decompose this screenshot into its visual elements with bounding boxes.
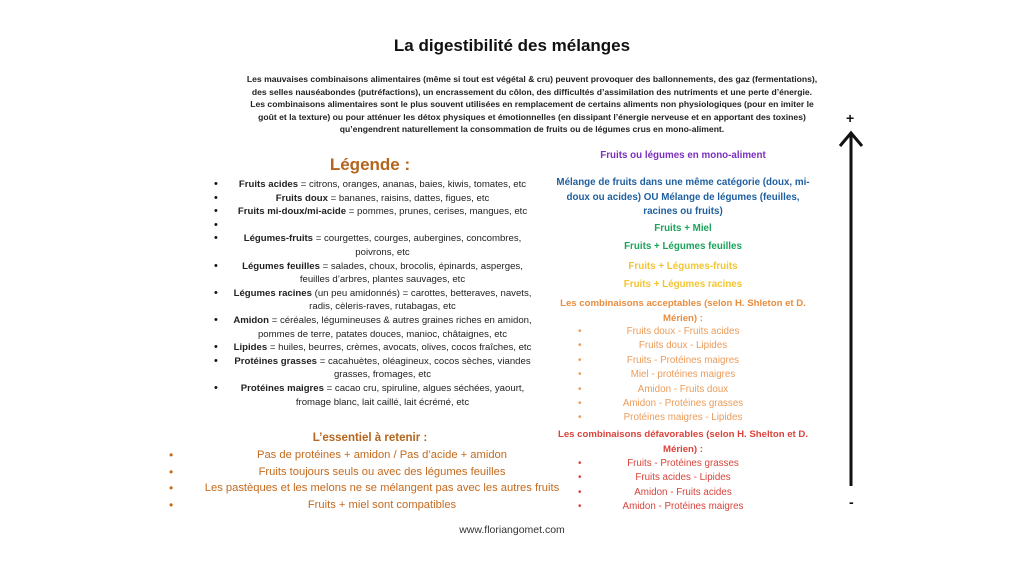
unfavorable-title: Les combinaisons défavorables (selon H. Shelton et D. Mérien) :	[557, 429, 809, 455]
acceptable-item: • Amidon - Fruits doux	[548, 383, 818, 397]
up-arrow-icon	[836, 128, 866, 488]
unfavorable-list	[548, 457, 818, 515]
legend-title: Légende :	[329, 155, 411, 174]
legend-item	[200, 192, 545, 206]
acceptable-item: • Miel - protéines maigres	[548, 368, 818, 382]
legend-item	[200, 382, 545, 409]
legend-desc: = courgettes, courges, aubergines, concombres, poivrons, etc	[313, 233, 522, 258]
legend-item-empty	[200, 219, 545, 233]
legend-desc: (un peu amidonnés) = carottes, betteraves, navets, radis, cèleris-raves, rutabagas, etc	[309, 287, 532, 313]
unfavorable-item: • Amidon - Protéines maigres	[548, 500, 818, 514]
legend-item	[200, 355, 545, 382]
legend-term: Légumes racines	[233, 287, 312, 299]
legend-desc: = pommes, prunes, cerises, mangues, etc	[346, 206, 528, 218]
legend-item	[200, 178, 545, 192]
legend-term: Protéines grasses	[234, 355, 318, 367]
legend-term: Lipides	[233, 342, 268, 354]
intro-paragraph: Les mauvaises combinaisons alimentaires (même si tout est végétal & cru) peuvent provoquer des ballonnements, des gaz (fermentations), des selles nauséabondes (putréfactions), un encrassement du côlon, des difficultés d’assimilation des nutriments et une perte d’énergie. Les combinaisons alimentaires sont le plus souvent utilisées en remplacement de certains aliments non physiologiques (pour en imiter le goût et la texture) ou pour atténuer les détox physiques et émotionnelles (en dissipant l’énergie nerveuse et en apportant des toxines) qu’engendrent naturellement la consommation de fruits ou de légumes crus en mono-aliment.	[246, 74, 818, 135]
footer-url: www.floriangomet.com	[459, 524, 565, 536]
unfavorable-item: • Amidon - Fruits acides	[548, 486, 818, 500]
legend-item	[200, 205, 545, 219]
legend-item	[200, 314, 545, 341]
legend-term: Légumes feuilles	[242, 260, 320, 272]
acceptable-item: • Fruits - Protéines maigres	[548, 354, 818, 368]
legend-term: Protéines maigres	[240, 382, 324, 394]
legend-item	[200, 232, 545, 259]
legend-term: Amidon	[233, 314, 270, 326]
acceptable-item: • Protéines maigres - Lipides	[548, 411, 818, 425]
essential-list	[165, 447, 585, 513]
scale-fruits-legumes-fruits: Fruits + Légumes-fruits	[628, 261, 738, 272]
legend-desc: = huiles, beurres, crèmes, avocats, olives, cocos fraîches, etc	[267, 342, 532, 354]
legend-term: Légumes-fruits	[243, 233, 314, 245]
legend-term: Fruits mi-doux/mi-acide	[237, 206, 347, 218]
acceptable-item: • Fruits doux - Lipides	[548, 339, 818, 353]
unfavorable-item: • Fruits - Protéines grasses	[548, 457, 818, 471]
legend-list	[200, 178, 545, 409]
legend-desc: = bananes, raisins, dattes, figues, etc	[327, 192, 490, 204]
essential-item: • Pas de protéines + amidon / Pas d’acide + amidon	[165, 447, 585, 464]
acceptable-item: • Fruits doux - Fruits acides	[548, 325, 818, 339]
legend-term: Fruits acides	[238, 179, 299, 190]
essential-item: • Les pastèques et les melons ne se mélangent pas avec les autres fruits	[165, 480, 585, 497]
essential-item: • Fruits + miel sont compatibles	[165, 497, 585, 514]
unfavorable-item: • Fruits acides - Lipides	[548, 471, 818, 485]
legend-desc: = cacao cru, spiruline, algues séchées, yaourt, fromage blanc, lait caillé, lait écrémé, etc	[295, 382, 525, 408]
acceptable-list	[548, 325, 818, 426]
legend-desc: = citrons, oranges, ananas, baies, kiwis, tomates, etc	[298, 179, 527, 190]
page-title: La digestibilité des mélanges	[393, 36, 631, 55]
scale-plus-label: +	[846, 110, 855, 126]
legend-term: Fruits doux	[275, 192, 328, 204]
acceptable-item: • Amidon - Protéines grasses	[548, 397, 818, 411]
scale-minus-label: -	[849, 494, 854, 510]
legend-item	[200, 287, 545, 314]
legend-item	[200, 341, 545, 355]
essential-item: • Fruits toujours seuls ou avec des légumes feuilles	[165, 464, 585, 481]
legend-item	[200, 260, 545, 287]
essential-title: L’essentiel à retenir :	[312, 432, 428, 444]
acceptable-title: Les combinaisons acceptables (selon H. Shleton et D. Mérien) :	[560, 298, 806, 324]
scale-melange: Mélange de fruits dans une même catégorie (doux, mi-doux ou acides) OU Mélange de légumes (feuilles, racines ou fruits)	[556, 177, 810, 217]
scale-fruits-legumes-feuilles: Fruits + Légumes feuilles	[624, 241, 742, 252]
legend-desc: = cacahuètes, oléagineux, cocos sèches, viandes grasses, fromages, etc	[317, 355, 531, 381]
scale-mono: Fruits ou légumes en mono-aliment	[600, 150, 766, 161]
scale-fruits-miel: Fruits + Miel	[654, 223, 712, 234]
scale-fruits-legumes-racines: Fruits + Légumes racines	[623, 279, 743, 290]
legend-desc: = céréales, légumineuses & autres graines riches en amidon, pommes de terre, patates douces, manioc, châtaignes, etc	[257, 314, 532, 340]
legend-desc: = salades, choux, brocolis, épinards, asperges, feuilles d’arbres, plantes sauvages, etc	[299, 260, 523, 286]
